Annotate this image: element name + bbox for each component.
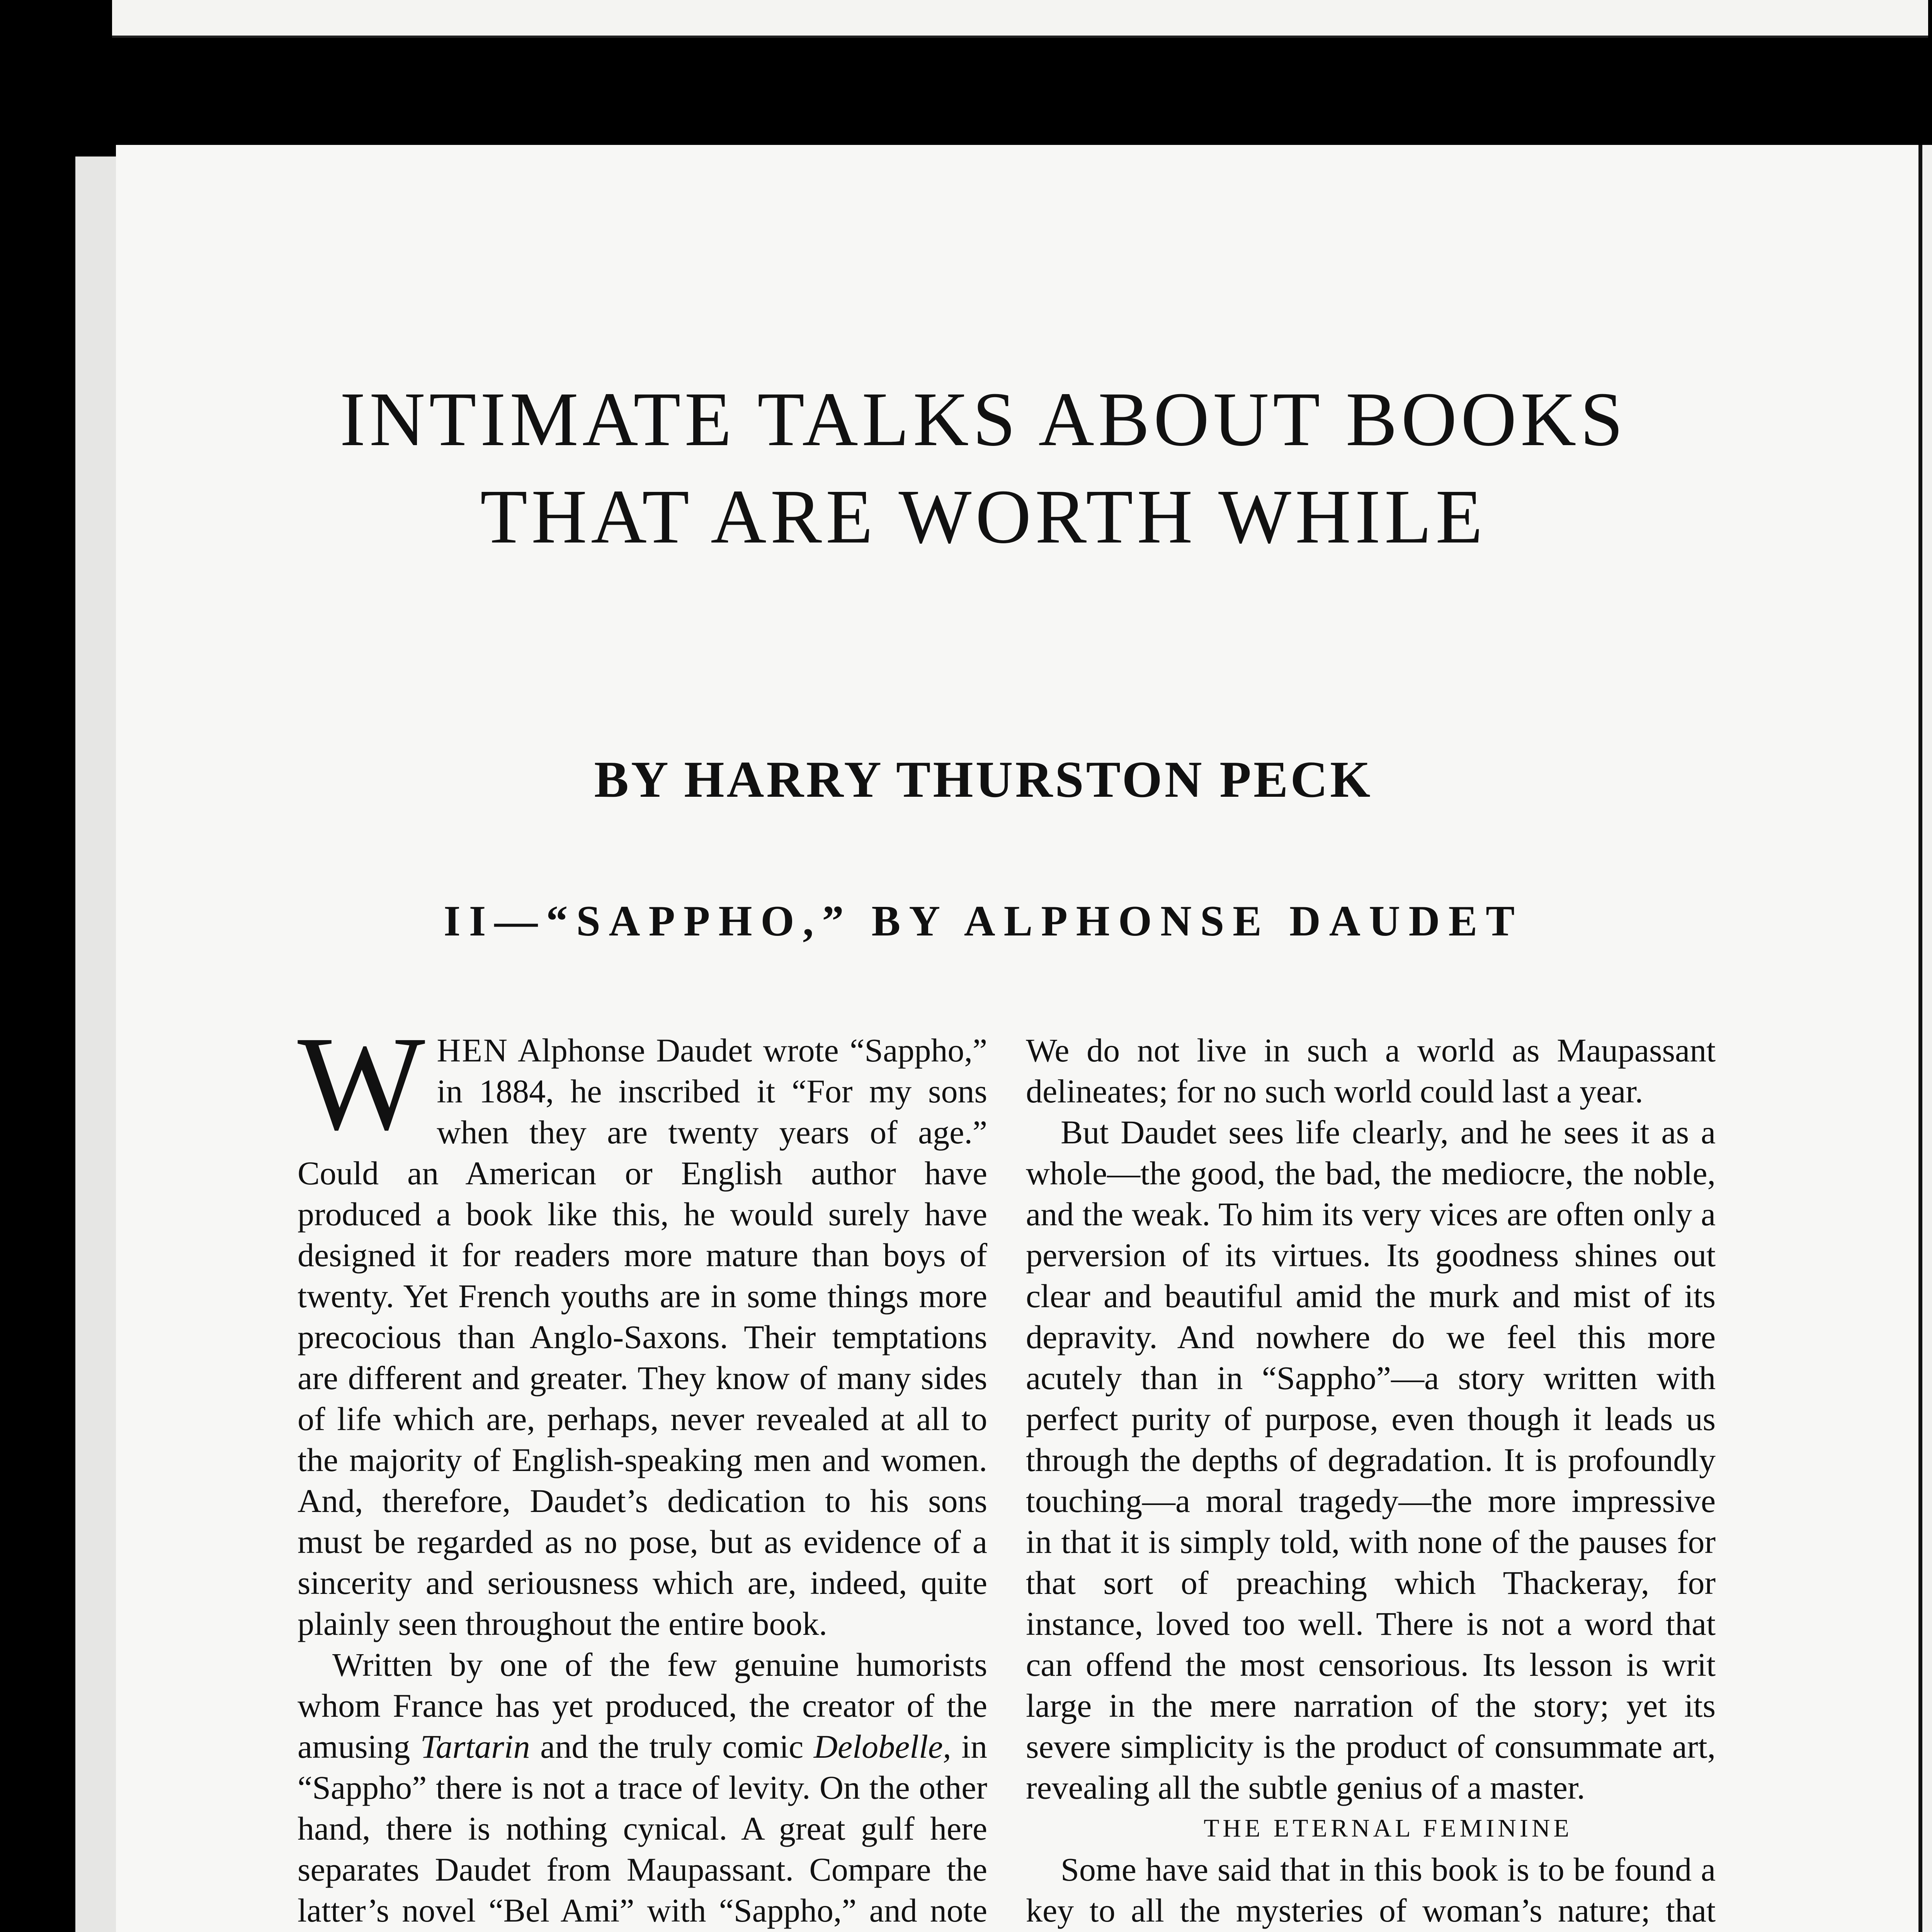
paragraph-2-text-a: Written by one of the few genuine humorists whom France has yet produced, the creator of the amusing — [298, 1646, 987, 1765]
byline: BY HARRY THURSTON PECK — [594, 751, 1373, 808]
facing-page-strip — [112, 0, 1928, 38]
title-line-1: INTIMATE TALKS ABOUT BOOKS — [340, 377, 1627, 462]
lead-word: HEN — [437, 1032, 509, 1069]
drop-cap: W — [298, 1008, 425, 1158]
paragraph-1 — [298, 1008, 987, 1644]
italic-tartarin: Tartarin — [420, 1728, 530, 1765]
article-title — [128, 371, 1839, 566]
next-page-edge — [1918, 145, 1932, 1932]
paragraph-1-text: Alphonse Daudet wrote “Sappho,” in 1884, he inscribed it “For my sons when they are twenty years of age.” Could an American or English author have produced a book like this, he would surely have designed it for readers more mature than boys of twenty. Yet French youths are in some things more precocious than Anglo-Saxons. Their temptations are different and greater. They know of many sides of life which are, perhaps, never revealed at all to the majority of English-speaking men and women. And, therefore, Daudet’s dedication to his sons must be regarded as no pose, but as evidence of a sincerity and seriousness which are, indeed, quite plainly seen throughout the entire book. — [298, 1032, 987, 1642]
left-column — [298, 1008, 987, 1932]
paragraph-2-text-c: in “Sappho” there is not a trace of levity. On the other hand, there is nothing cynical. A great gulf here separates Daudet from Maupassant. Compare the latter’s novel “Bel Ami” with “Sappho,” and note — [298, 1728, 987, 1929]
paragraph-2-text-b: and the truly comic — [530, 1728, 814, 1765]
section-heading: THE ETERNAL FEMININE — [1204, 1814, 1573, 1842]
paragraph-3: We do not live in such a world as Maupassant delineates; for no such world could last a year. — [1026, 1032, 1716, 1110]
paragraph-2 — [298, 1644, 987, 1932]
italic-delobelle: Delobelle, — [813, 1728, 951, 1765]
paragraph-5: Some have said that in this book is to be found a key to all the mysteries of woman’s nature; that — [1026, 1851, 1716, 1929]
title-line-2: THAT ARE WORTH WHILE — [480, 474, 1487, 560]
paragraph-4: But Daudet sees life clearly, and he sees it as a whole—the good, the bad, the mediocre, the noble, and the weak. To him its very vices are often only a perversion of its virtues. Its goodness shines out clear and beautiful amid the murk and mist of its depravity. And nowhere do we feel this more acutely than in “Sappho”—a story written with perfect purity of purpose, even though it leads us through the depths of degradation. It is profoundly touching—a moral tragedy—the more impressive in that it is simply told, with none of the pauses for that sort of preaching which Thackeray, for instance, loved too well. There is not a word that can offend the most censorious. Its lesson is writ large in the mere narration of the story; yet its severe simplicity is the product of consummate art, revealing all the subtle genius of a master. — [1026, 1114, 1716, 1806]
article-subhead: II—“SAPPHO,” BY ALPHONSE DAUDET — [444, 897, 1523, 945]
right-column — [1026, 1030, 1716, 1932]
